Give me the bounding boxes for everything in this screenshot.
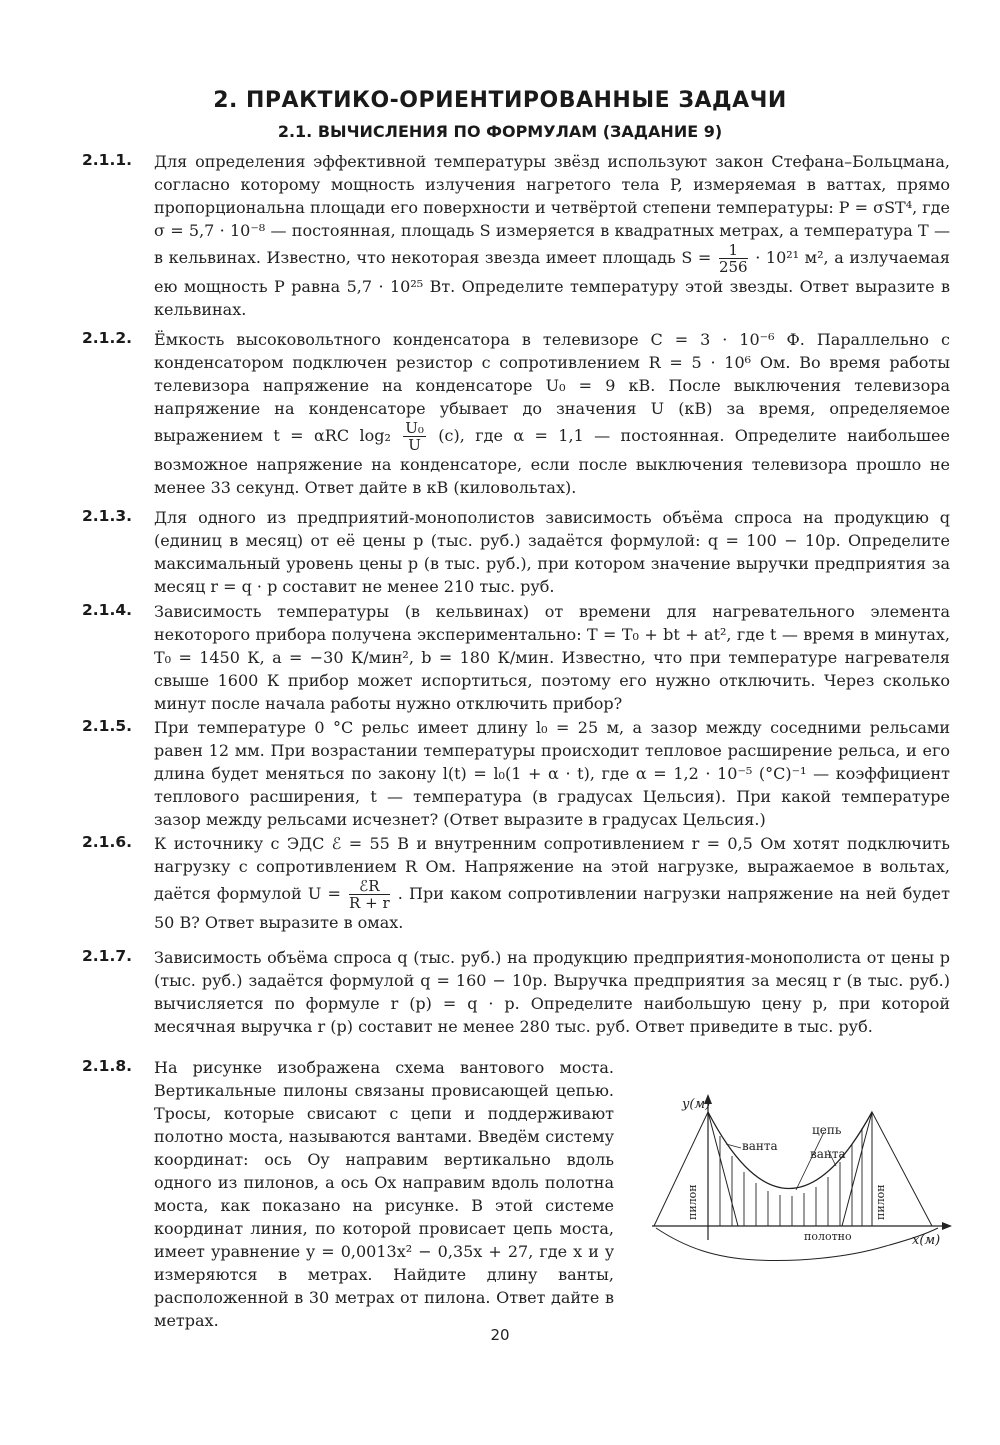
fraction: $\frac{\text{ℰR}}{R + r}$ [349,877,390,912]
problem-text: Зависимость температуры (в кельвинах) от времени для нагревательного элемента некоторого прибора получена экспериментально: T = T₀ + bt + at², где t — время в минутах, T₀ = 1450 К, a = −30 К/мин², b = 180 К/мин. Известно, что при температуре нагревателя свыше 1600 К прибор может испортиться, поэтому его нужно отключить. Через сколько минут после начала работы нужно отключить прибор? [154,602,950,713]
problem-number: 2.1.5. [82,717,133,735]
deck-label: полотно [804,1230,852,1243]
problem-text: К источнику с ЭДС ℰ = 55 В и внутренним сопротивлением r = 0,5 Ом хотят подключить нагрузку с сопротивлением R Ом. Напряжение на этой нагрузке, выражаемое в вольтах, даётся формулой U = $\frac{\text{ℰR}}{R + r}$ . При каком сопротивлении нагрузки напряжение на ней будет 50 В? Ответ выразите в омах. [154,834,950,932]
problem-number: 2.1.2. [82,329,133,347]
pylon-right [842,1112,932,1226]
pylon-right-label: пилон [874,1184,887,1220]
problem-2-1-1 [82,150,950,321]
problem-number: 2.1.1. [82,151,133,169]
pylon-left-label: пилон [686,1184,699,1220]
problem-text: На рисунке изображена схема вантового моста. Вертикальные пилоны связаны провисающей цепью. Тросы, которые свисают с цепи и поддерживают полотно моста, называются вантами. Введём систему координат: ось Oy направим вертикально вдоль одного из пилонов, а ось Ox направим вдоль полотна моста, как показано на рисунке. В этой системе координат линия, по которой провисает цепь моста, имеет уравнение y = 0,0013x² − 0,35x + 27, где x и y измеряются в метрах. Найдите длину ванты, расположенной в 30 метрах от пилона. Ответ дайте в метрах. [154,1058,614,1330]
problem-number: 2.1.4. [82,601,133,619]
problem-text: Зависимость объёма спроса q (тыс. руб.) на продукцию предприятия-монополиста от цены p (тыс. руб.) задаётся формулой q = 160 − 10p. Выручка предприятия за месяц r (в тыс. руб.) вычисляется по формуле r (p) = q · p. Определите наибольшую цену p, при которой месячная выручка r (p) составит не менее 280 тыс. руб. Ответ приведите в тыс. руб. [154,948,950,1036]
problem-text: При температуре 0 °C рельс имеет длину l₀ = 25 м, а зазор между соседними рельсами равен 12 мм. При возрастании температуры происходит тепловое расширение рельса, и его длина будет меняться по закону l(t) = l₀(1 + α · t), где α = 1,2 · 10⁻⁵ (°C)⁻¹ — коэффициент теплового расширения, t — температура (в градусах Цельсия). При какой температуре зазор между рельсами исчезнет? (Ответ выразите в градусах Цельсия.) [154,718,950,829]
problem-text: Для определения эффективной температуры звёзд используют закон Стефана–Больцмана, согласно которому мощность излучения нагретого тела P, измеряемая в ваттах, прямо пропорциональна площади его поверхности и четвёртой степени температуры: P = σST⁴, где σ = 5,7 · 10⁻⁸ — постоянная, площадь S измеряется в квадратных метрах, а температура T — в кельвинах. Известно, что некоторая звезда имеет площадь S = $\frac{1}{256}$ · 10²¹ м², а излучаемая ею мощность P равна 5,7 · 10²⁵ Вт. Определите температуру этой звезды. Ответ выразите в кельвинах. [154,152,951,319]
problem-2-1-5 [82,716,950,831]
problem-2-1-2 [82,328,950,499]
x-axis-label: x(м) [912,1233,941,1248]
page-number: 20 [490,1326,510,1344]
problem-2-1-7 [82,946,950,1038]
section-title: 2. ПРАКТИКО-ОРИЕНТИРОВАННЫЕ ЗАДАЧИ [213,88,787,113]
problem-number: 2.1.3. [82,507,133,525]
problem-2-1-3 [82,506,950,598]
chain-label: цепь [812,1123,842,1137]
x-axis-arrow-icon [942,1222,952,1230]
problem-text: Ёмкость высоковольтного конденсатора в телевизоре C = 3 · 10⁻⁶ Ф. Параллельно с конденсатором подключен резистор с сопротивлением R = 5 · 10⁶ Ом. Во время работы телевизора напряжение на конденсаторе U₀ = 9 кВ. После выключения телевизора напряжение на конденсаторе убывает до значения U (кВ) за время, определяемое выражением t = αRC log₂ $\frac{\text{U₀}}{U}$ (с), где α = 1,1 — постоянная. Определите наибольшее возможное напряжение на конденсаторе, если после выключения телевизора прошло не менее 33 секунд. Ответ дайте в кВ (киловольтах). [154,330,950,497]
problem-text: Для одного из предприятий-монополистов зависимость объёма спроса на продукцию q (единиц в месяц) от её цены p (тыс. руб.) задаётся формулой: q = 100 − 10p. Определите максимальный уровень цены p (в тыс. руб.), при котором значение выручки предприятия за месяц r = q · p составит не менее 210 тыс. руб. [154,508,950,596]
vanta-label-1: ванта [742,1139,778,1153]
y-axis-label: y(м) [682,1097,711,1112]
problem-2-1-4 [82,600,950,715]
chain-pointer [796,1132,824,1190]
chain-curve [708,1112,872,1189]
subsection-title: 2.1. ВЫЧИСЛЕНИЯ ПО ФОРМУЛАМ (ЗАДАНИЕ 9) [277,122,723,141]
river-bed [656,1228,941,1260]
problem-number: 2.1.7. [82,947,133,965]
problem-number: 2.1.6. [82,833,133,851]
bridge-diagram [646,1090,956,1265]
problem-number: 2.1.8. [82,1057,133,1075]
problem-2-1-6 [82,832,950,934]
fraction: $\frac{\text{U₀}}{U}$ [405,419,424,454]
vanta-label-2: ванта [810,1147,846,1161]
fraction: $\frac{1}{256}$ [718,241,748,276]
